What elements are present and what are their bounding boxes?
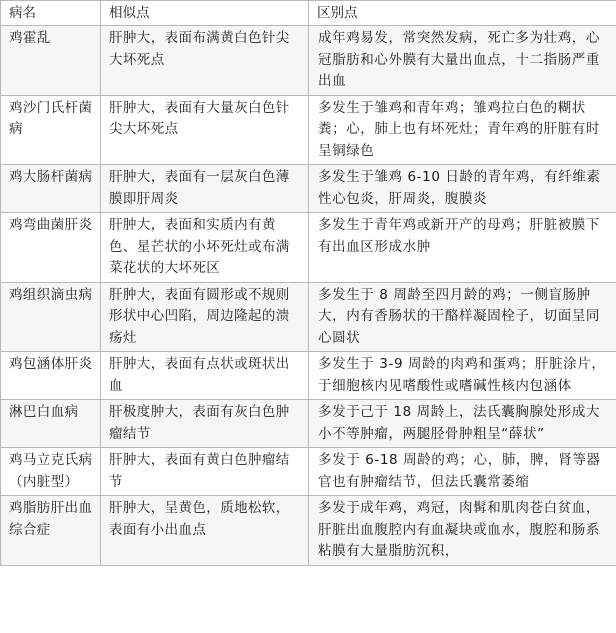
disease-name-cell: 鸡霍乱 bbox=[1, 26, 101, 96]
header-similarities: 相似点 bbox=[101, 1, 309, 26]
table-row bbox=[1, 448, 616, 496]
difference-cell: 多发生于雏鸡和青年鸡；雏鸡拉白色的糊状粪；心，肺上也有坏死灶；青年鸡的肝脏有时呈铜绿色 bbox=[309, 95, 616, 165]
difference-cell: 多发生于雏鸡 6-10 日龄的青年鸡，有纤维素性心包炎，肝周炎，腹膜炎 bbox=[309, 165, 616, 213]
similarity-cell: 肝肿大，表面有一层灰白色薄膜即肝周炎 bbox=[101, 165, 309, 213]
table-row bbox=[1, 400, 616, 448]
difference-cell: 多发生于 3-9 周龄的肉鸡和蛋鸡；肝脏涂片，于细胞核内见嗜酸性或嗜碱性核内包涵体 bbox=[309, 352, 616, 400]
header-disease-name: 病名 bbox=[1, 1, 101, 26]
disease-name-cell: 鸡大肠杆菌病 bbox=[1, 165, 101, 213]
disease-name-cell: 鸡脂肪肝出血综合症 bbox=[1, 496, 101, 566]
similarity-cell: 肝肿大，表面有点状或斑状出血 bbox=[101, 352, 309, 400]
table-row bbox=[1, 213, 616, 283]
difference-cell: 多发于成年鸡，鸡冠，肉髯和肌肉苍白贫血，肝脏出血腹腔内有血凝块或血水，腹腔和肠系粘膜有大量脂肪沉积， bbox=[309, 496, 616, 566]
disease-name-cell: 鸡包涵体肝炎 bbox=[1, 352, 101, 400]
similarity-cell: 肝肿大，呈黄色，质地松软，表面有小出血点 bbox=[101, 496, 309, 566]
table-row bbox=[1, 95, 616, 165]
similarity-cell: 肝肿大，表面和实质内有黄色、星芒状的小坏死灶或布满菜花状的大坏死区 bbox=[101, 213, 309, 283]
similarity-cell: 肝极度肿大，表面有灰白色肿瘤结节 bbox=[101, 400, 309, 448]
header-row bbox=[1, 1, 616, 26]
disease-name-cell: 鸡马立克氏病（内脏型） bbox=[1, 448, 101, 496]
difference-cell: 多发于己于 18 周龄上，法氏囊胸腺处形成大小不等肿瘤，两腿胫骨肿粗呈“薛状” bbox=[309, 400, 616, 448]
similarity-cell: 肝肿大，表面布满黄白色针尖大坏死点 bbox=[101, 26, 309, 96]
similarity-cell: 肝肿大，表面有圆形或不规则形状中心凹陷，周边隆起的溃疡灶 bbox=[101, 282, 309, 352]
similarity-cell: 肝肿大，表面有大量灰白色针尖大坏死点 bbox=[101, 95, 309, 165]
similarity-cell: 肝肿大，表面有黄白色肿瘤结节 bbox=[101, 448, 309, 496]
difference-cell: 多发生于 8 周龄至四月龄的鸡；一侧盲肠肿大，内有香肠状的干酪样凝固栓子，切面呈同心圆状 bbox=[309, 282, 616, 352]
table-row bbox=[1, 26, 616, 96]
disease-name-cell: 鸡沙门氏杆菌病 bbox=[1, 95, 101, 165]
difference-cell: 多发于 6-18 周龄的鸡；心，肺，脾，肾等器官也有肿瘤结节，但法氏囊常萎缩 bbox=[309, 448, 616, 496]
header-differences: 区别点 bbox=[309, 1, 616, 26]
disease-name-cell: 淋巴白血病 bbox=[1, 400, 101, 448]
disease-name-cell: 鸡弯曲菌肝炎 bbox=[1, 213, 101, 283]
table-row bbox=[1, 352, 616, 400]
difference-cell: 成年鸡易发，常突然发病，死亡多为壮鸡，心冠脂肪和心外膜有大量出血点，十二指肠严重出血 bbox=[309, 26, 616, 96]
disease-name-cell: 鸡组织滴虫病 bbox=[1, 282, 101, 352]
table-row bbox=[1, 165, 616, 213]
table-row bbox=[1, 282, 616, 352]
difference-cell: 多发生于青年鸡或新开产的母鸡；肝脏被膜下有出血区形成水肿 bbox=[309, 213, 616, 283]
table-row bbox=[1, 496, 616, 566]
